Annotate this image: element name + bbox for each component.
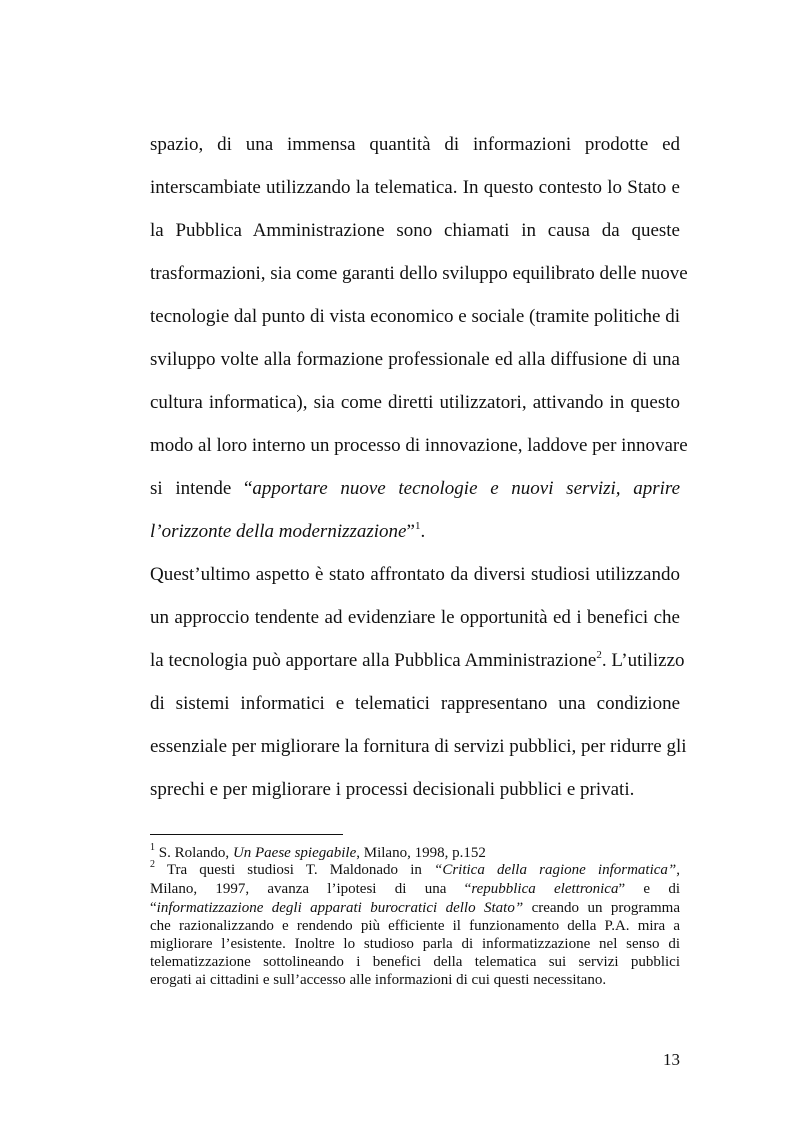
body-line: di sistemi informatici e telematici rappresentano una condizione <box>150 693 680 714</box>
body-text: . L’utilizzo <box>601 650 685 671</box>
footnote-text: “ <box>150 900 157 916</box>
footnote-text: S. Rolando, <box>155 845 233 861</box>
footnote-2-line: che razionalizzando e rendendo più efficiente il funzionamento della P.A. mira a <box>150 918 680 934</box>
footnote-2-line <box>150 859 680 879</box>
body-text: la tecnologia può apportare alla Pubblica Amministrazione <box>150 650 597 671</box>
footnote-text: ” e di <box>618 881 681 897</box>
body-line-quote-end <box>150 521 680 543</box>
footnote-text: , <box>676 862 680 878</box>
body-line: spazio, di una immensa quantità di informazioni prodotte ed <box>150 134 680 155</box>
footnote-2-line: migliorare l’esistente. Inoltre lo studioso parla di informatizzazione nel senso di <box>150 936 680 952</box>
body-line: tecnologie dal punto di vista economico e sociale (tramite politiche di <box>150 306 680 327</box>
footnote-text: , Milano, 1998, p.152 <box>356 845 486 861</box>
body-line: modo al loro interno un processo di innovazione, laddove per innovare <box>150 435 688 456</box>
footnote-ref-1[interactable]: 1 <box>414 519 421 532</box>
footnote-italic-term: repubblica elettronica <box>471 881 619 897</box>
body-line: trasformazioni, sia come garanti dello sviluppo equilibrato delle nuove <box>150 263 688 284</box>
footnote-2-line <box>150 900 680 917</box>
footnote-text: Milano, 1997, avanza l’ipotesi di una “ <box>150 881 472 897</box>
footnote-2-line: erogati ai cittadini e sull’accesso alle informazioni di cui questi necessitano. <box>150 972 607 988</box>
footnote-book-title: “Critica della ragione informatica” <box>434 862 677 878</box>
footnote-text: creando un programma <box>523 900 681 916</box>
body-line-with-note <box>150 648 685 672</box>
quote-italic-text: l’orizzonte della modernizzazione <box>150 521 407 542</box>
footnote-ref-2[interactable]: 2 <box>596 648 602 661</box>
footnote-italic-term: informatizzazione degli apparati burocratici dello Stato” <box>156 900 524 916</box>
footnote-mark-1: 1 <box>150 842 155 853</box>
sentence-end: . <box>420 521 426 542</box>
page-number: 13 <box>663 1050 680 1069</box>
body-line: interscambiate utilizzando la telematica. In questo contesto lo Stato e <box>150 177 680 198</box>
body-line: la Pubblica Amministrazione sono chiamati in causa da queste <box>150 220 680 241</box>
body-line: essenziale per migliorare la fornitura di servizi pubblici, per ridurre gli <box>150 736 687 757</box>
quote-close: ” <box>406 521 415 542</box>
body-line: Quest’ultimo aspetto è stato affrontato da diversi studiosi utilizzando <box>150 564 680 585</box>
body-line: sviluppo volte alla formazione professionale ed alla diffusione di una <box>150 349 680 370</box>
footnote-separator <box>150 834 343 835</box>
body-line-quote-start <box>150 478 680 500</box>
quote-italic-text: apportare nuove tecnologie e nuovi servizi, aprire <box>252 478 680 499</box>
footnote-1 <box>150 842 680 862</box>
footnote-mark-2: 2 <box>150 859 155 870</box>
footnote-text: Tra questi studiosi T. Maldonado in <box>155 862 434 878</box>
body-line: un approccio tendente ad evidenziare le opportunità ed i benefici che <box>150 607 680 628</box>
body-line: sprechi e per migliorare i processi decisionali pubblici e privati. <box>150 779 635 800</box>
footnote-2-line: telematizzazione sottolineando i benefici della telematica sui servizi pubblici <box>150 954 680 970</box>
body-line: cultura informatica), sia come diretti utilizzatori, attivando in questo <box>150 392 680 413</box>
quote-lead-text: si intende “ <box>150 478 253 499</box>
footnote-2-line <box>150 881 680 898</box>
footnote-book-title: Un Paese spiegabile <box>232 845 357 861</box>
